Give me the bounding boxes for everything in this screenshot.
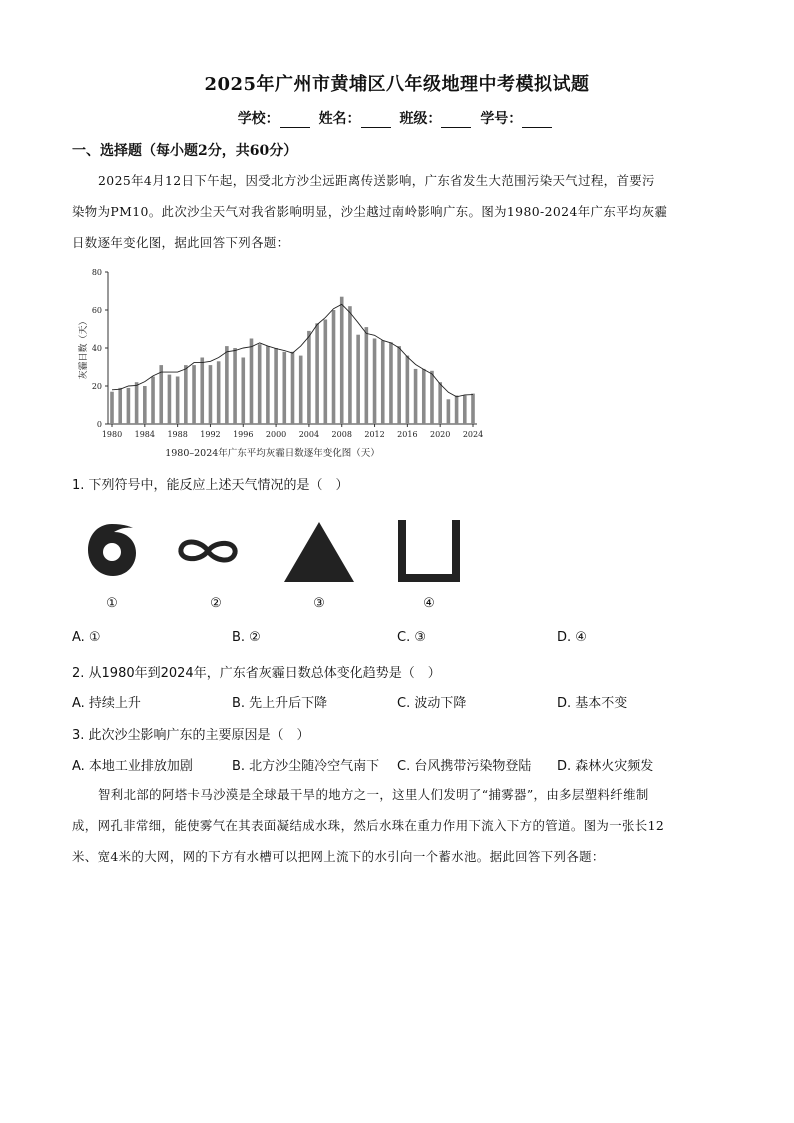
bar-2019 xyxy=(430,371,434,424)
symbol-3-label: ③ xyxy=(313,596,325,611)
q1-option-b[interactable]: B. ② xyxy=(232,630,261,645)
class-label: 班级： xyxy=(399,111,442,127)
infinity-haze-icon xyxy=(176,534,240,568)
triangle-icon xyxy=(282,520,356,584)
bar-2011 xyxy=(365,327,369,424)
u-shape-icon xyxy=(396,518,462,584)
question-1: 1. 下列符号中，能反应上述天气情况的是（ ） xyxy=(72,478,349,493)
bar-1994 xyxy=(225,346,229,424)
name-label: 姓名： xyxy=(318,111,361,127)
bar-2000 xyxy=(274,348,278,424)
x-tick-label: 2024 xyxy=(462,430,484,439)
bar-1980 xyxy=(110,392,114,424)
q2-option-a[interactable]: A. 持续上升 xyxy=(72,696,141,711)
material-1-line-3: 日数逐年变化图，据此回答下列各题： xyxy=(72,235,290,250)
bar-1988 xyxy=(176,377,180,425)
q1-option-a[interactable]: A. ① xyxy=(72,630,101,645)
q2-option-c[interactable]: C. 波动下降 xyxy=(397,696,467,711)
material-paragraph-1 xyxy=(72,165,722,258)
material-1-line-2: 染物为PM10。此次沙尘天气对我省影响明显，沙尘越过南岭影响广东。图为1980-2024年广东平均灰霾 xyxy=(72,204,668,219)
bar-2023 xyxy=(463,396,467,425)
bar-2004 xyxy=(307,331,311,424)
bar-1983 xyxy=(135,382,139,424)
q2-option-d[interactable]: D. 基本不变 xyxy=(557,696,628,711)
x-tick-label: 2012 xyxy=(364,430,385,439)
bar-2014 xyxy=(389,342,393,424)
bar-2021 xyxy=(447,399,451,424)
x-tick-label: 2020 xyxy=(430,430,451,439)
y-tick-label: 40 xyxy=(91,344,102,353)
bar-1990 xyxy=(192,365,196,424)
bar-1993 xyxy=(217,361,221,424)
chart-title: 1980–2024年广东平均灰霾日数逐年变化图（天） xyxy=(165,448,380,459)
bar-2007 xyxy=(332,310,336,424)
y-axis-label: 灰霾日数（天） xyxy=(79,316,89,380)
q3-option-d[interactable]: D. 森林火灾频发 xyxy=(557,759,654,774)
bar-1996 xyxy=(241,358,245,425)
number-label: 学号： xyxy=(480,111,523,127)
x-tick-label: 1996 xyxy=(233,430,254,439)
bar-2002 xyxy=(291,352,295,424)
bar-2006 xyxy=(324,320,328,425)
q3-option-b[interactable]: B. 北方沙尘随冷空气南下 xyxy=(232,759,380,774)
symbol-2-label: ② xyxy=(210,596,222,611)
symbol-1-label: ① xyxy=(106,596,118,611)
section-heading: 一、选择题（每小题2分，共60分） xyxy=(72,143,298,159)
bar-2018 xyxy=(422,369,426,424)
page-title: 2025年广州市黄埔区八年级地理中考模拟试题 xyxy=(204,74,590,95)
bar-1998 xyxy=(258,344,262,424)
bar-2020 xyxy=(438,382,442,424)
material-2-line-2: 成，网孔非常细，能使雾气在其表面凝结成水珠，然后水珠在重力作用下流入下方的管道。图为一张长12 xyxy=(72,818,665,833)
y-tick-label: 20 xyxy=(91,382,102,391)
haze-days-chart xyxy=(72,262,492,462)
material-2-line-1: 智利北部的阿塔卡马沙漠是全球最干旱的地方之一，这里人们发明了“捕雾器”，由多层塑料纤维制 xyxy=(98,787,649,802)
y-tick-label: 0 xyxy=(96,420,102,429)
q1-option-d[interactable]: D. ④ xyxy=(557,630,587,645)
question-2: 2. 从1980年到2024年，广东省灰霾日数总体变化趋势是（ ） xyxy=(72,666,441,681)
x-tick-label: 2004 xyxy=(298,430,320,439)
bar-2022 xyxy=(455,396,459,425)
x-tick-label: 1980 xyxy=(101,430,123,439)
bar-1991 xyxy=(200,358,204,425)
student-info-line xyxy=(0,108,794,128)
y-tick-label: 80 xyxy=(91,268,102,277)
x-tick-label: 2008 xyxy=(331,430,352,439)
material-2-line-3: 米、宽4米的大网，网的下方有水槽可以把网上流下的水引向一个蓄水池。据此回答下列各题： xyxy=(72,849,605,864)
bar-1997 xyxy=(250,339,254,425)
bar-2013 xyxy=(381,340,385,424)
q3-option-a[interactable]: A. 本地工业排放加剧 xyxy=(72,759,193,774)
bar-1987 xyxy=(168,375,172,424)
x-tick-label: 2000 xyxy=(265,430,287,439)
bar-2008 xyxy=(340,297,344,424)
x-tick-label: 1992 xyxy=(200,430,221,439)
bar-2015 xyxy=(397,346,401,424)
bar-1989 xyxy=(184,365,188,424)
bar-1986 xyxy=(159,365,163,424)
bar-1985 xyxy=(151,377,155,425)
q3-option-c[interactable]: C. 台风携带污染物登陆 xyxy=(397,759,532,774)
bar-1999 xyxy=(266,346,270,424)
bar-2010 xyxy=(356,335,360,424)
symbol-4-label: ④ xyxy=(423,596,435,611)
bar-2024 xyxy=(471,394,475,424)
typhoon-icon xyxy=(84,520,140,580)
x-tick-label: 1984 xyxy=(134,430,155,439)
bar-2012 xyxy=(373,339,377,425)
number-blank[interactable] xyxy=(522,127,552,128)
material-paragraph-2 xyxy=(72,779,722,872)
bar-2009 xyxy=(348,306,352,424)
bar-2005 xyxy=(315,323,319,424)
bar-1981 xyxy=(118,388,122,424)
name-blank[interactable] xyxy=(361,127,391,128)
school-label: 学校： xyxy=(237,111,280,127)
bar-2017 xyxy=(414,369,418,424)
class-blank[interactable] xyxy=(441,127,471,128)
y-tick-label: 60 xyxy=(91,306,102,315)
bar-2016 xyxy=(406,356,410,424)
x-tick-label: 1988 xyxy=(167,430,188,439)
x-tick-label: 2016 xyxy=(397,430,418,439)
bar-1995 xyxy=(233,348,237,424)
bar-1982 xyxy=(127,388,131,424)
bar-2003 xyxy=(299,356,303,424)
question-3: 3. 此次沙尘影响广东的主要原因是（ ） xyxy=(72,728,310,743)
bar-1984 xyxy=(143,386,147,424)
bar-1992 xyxy=(209,365,213,424)
bar-2001 xyxy=(282,352,286,424)
q2-option-b[interactable]: B. 先上升后下降 xyxy=(232,696,328,711)
material-1-line-1: 2025年4月12日下午起，因受北方沙尘远距离传送影响，广东省发生大范围污染天气过程，首要污 xyxy=(98,173,655,188)
q1-option-c[interactable]: C. ③ xyxy=(397,630,426,645)
school-blank[interactable] xyxy=(280,127,310,128)
